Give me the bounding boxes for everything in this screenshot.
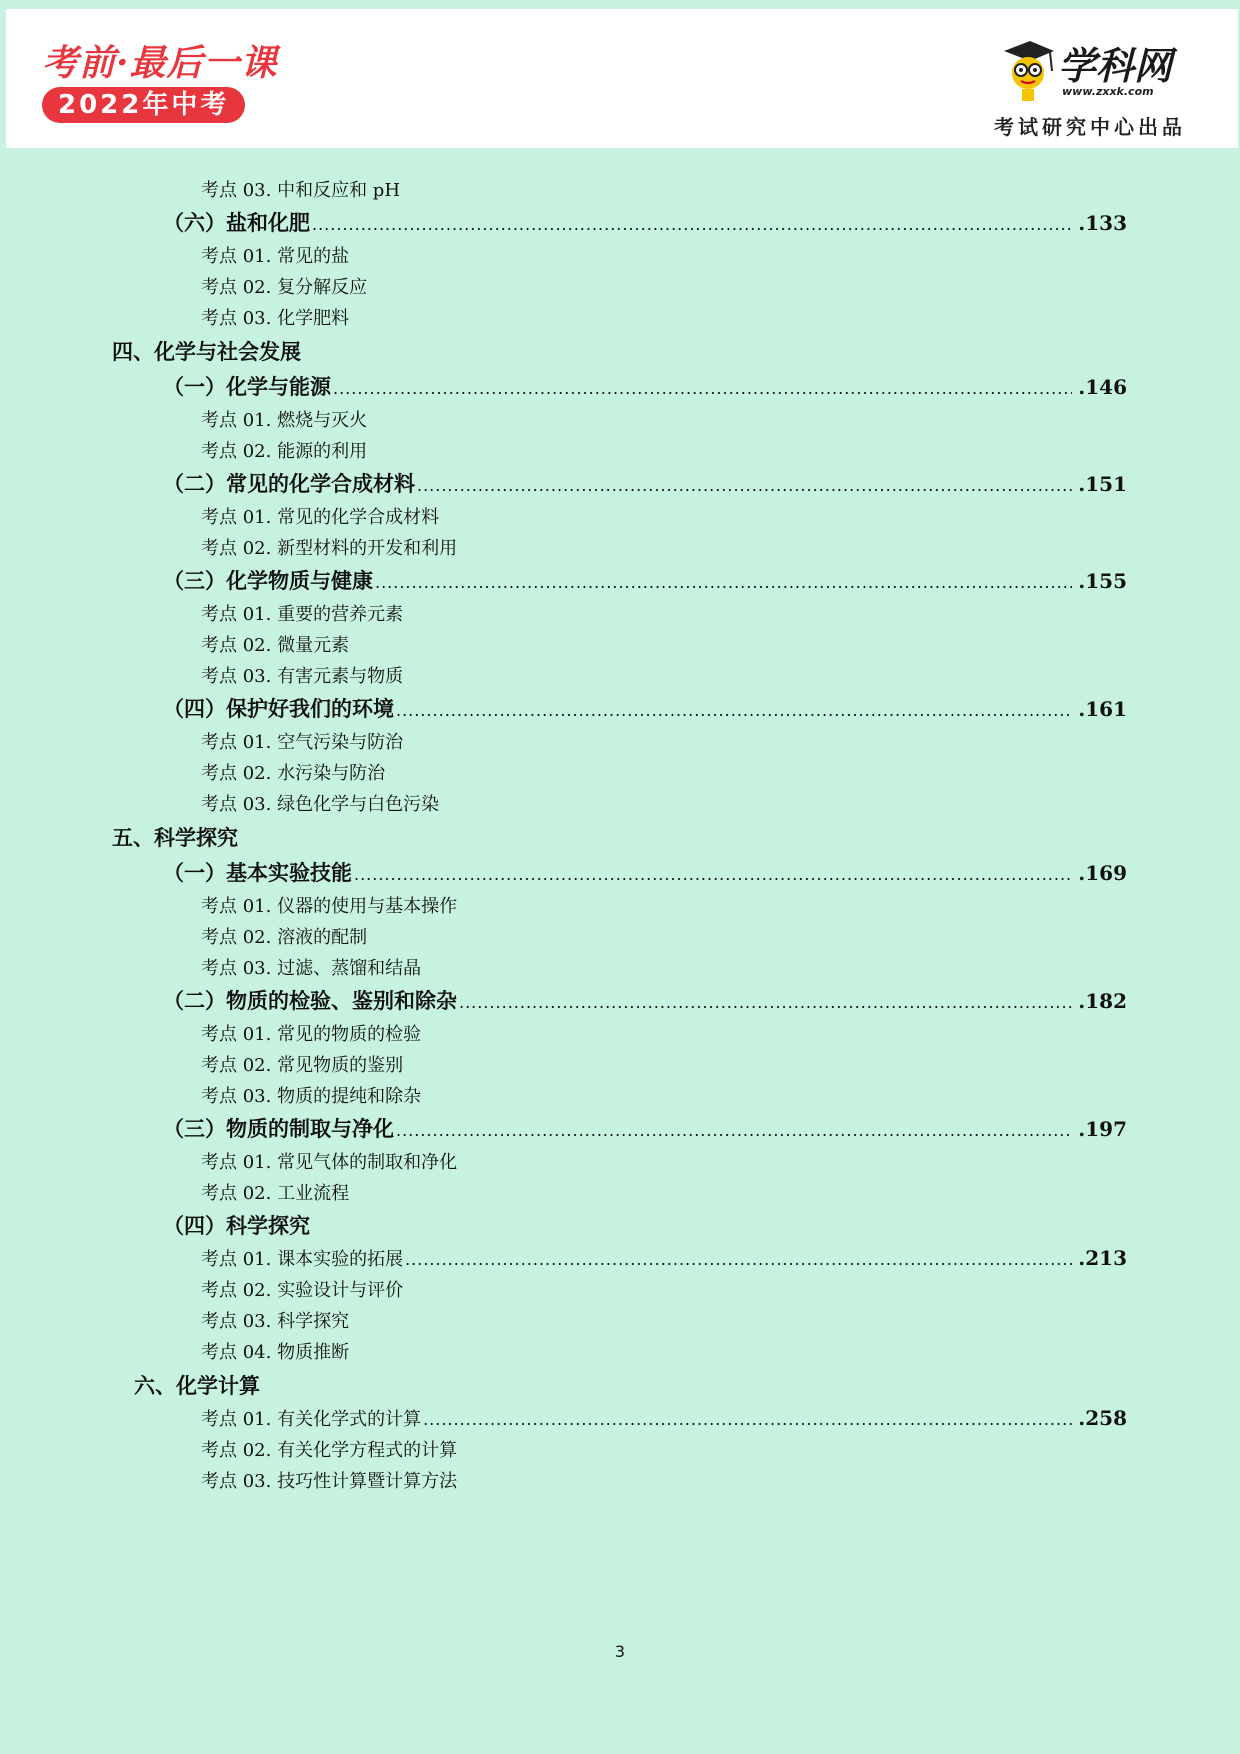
- toc-topic[interactable]: 考点 02. 能源的利用: [201, 441, 368, 462]
- toc-section[interactable]: [163, 371, 1127, 401]
- toc-page-number: .151: [1078, 472, 1127, 496]
- toc-page-number: .213: [1078, 1246, 1127, 1270]
- toc-page-number: .161: [1078, 697, 1127, 721]
- publisher-logo: [994, 31, 1200, 141]
- toc-topic[interactable]: [201, 1245, 1127, 1271]
- toc-topic-label: 考点 01. 课本实验的拓展: [201, 1249, 404, 1270]
- toc-topic[interactable]: 考点 01. 常见的物质的检验: [201, 1024, 422, 1045]
- brand-year-badge: 2022年中考: [42, 87, 245, 123]
- toc-topic[interactable]: 考点 03. 过滤、蒸馏和结晶: [201, 958, 422, 979]
- toc-topic[interactable]: 考点 01. 重要的营养元素: [201, 604, 404, 625]
- toc-topic[interactable]: 考点 02. 新型材料的开发和利用: [201, 538, 458, 559]
- toc-section-label: （三）物质的制取与净化: [163, 1117, 394, 1141]
- toc-topic[interactable]: 考点 01. 仪器的使用与基本操作: [201, 896, 458, 917]
- exam-brand: [42, 43, 282, 143]
- leader-dots: [423, 1410, 1072, 1429]
- leader-dots: [396, 701, 1072, 720]
- toc-section[interactable]: [163, 1210, 1127, 1240]
- toc-section-label: （一）基本实验技能: [163, 861, 352, 885]
- logo-subtitle: 考试研究中心出品: [994, 115, 1186, 139]
- toc-topic[interactable]: 考点 03. 有害元素与物质: [201, 666, 404, 687]
- toc-topic[interactable]: [201, 1405, 1127, 1431]
- toc-topic[interactable]: 考点 02. 水污染与防治: [201, 763, 386, 784]
- leader-dots: [312, 215, 1072, 234]
- toc-topic[interactable]: 考点 02. 常见物质的鉴别: [201, 1055, 404, 1076]
- leader-dots: [459, 993, 1072, 1012]
- toc-topic-label: 考点 01. 有关化学式的计算: [201, 1409, 422, 1430]
- toc-topic[interactable]: 考点 03. 化学肥料: [201, 308, 350, 329]
- toc-section[interactable]: [163, 693, 1127, 723]
- toc-topic[interactable]: 考点 01. 常见的盐: [201, 246, 350, 267]
- toc-page-number: .155: [1078, 569, 1127, 593]
- toc-topic[interactable]: 考点 02. 溶液的配制: [201, 927, 368, 948]
- leader-dots: [375, 573, 1072, 592]
- page-number: 3: [614, 1642, 626, 1661]
- leader-dots: [354, 865, 1072, 884]
- leader-dots: [396, 1121, 1072, 1140]
- toc-chapter[interactable]: 四、化学与社会发展: [112, 340, 301, 364]
- toc-topic[interactable]: 考点 03. 技巧性计算暨计算方法: [201, 1471, 458, 1492]
- toc-section-label: （一）化学与能源: [163, 375, 331, 399]
- toc-section[interactable]: [163, 468, 1127, 498]
- toc-topic[interactable]: 考点 03. 绿色化学与白色污染: [201, 794, 440, 815]
- toc-topic[interactable]: 考点 01. 燃烧与灭火: [201, 410, 368, 431]
- toc-section[interactable]: [163, 985, 1127, 1015]
- toc-topic[interactable]: 考点 03. 科学探究: [201, 1311, 350, 1332]
- toc-page-number: .146: [1078, 375, 1127, 399]
- toc-topic[interactable]: 考点 02. 微量元素: [201, 635, 350, 656]
- toc-page-number: .182: [1078, 989, 1127, 1013]
- toc-topic[interactable]: 考点 02. 复分解反应: [201, 277, 368, 298]
- leader-dots: [333, 379, 1072, 398]
- toc-section-label: （四）科学探究: [163, 1214, 310, 1238]
- toc-section-label: （四）保护好我们的环境: [163, 697, 394, 721]
- toc-section-label: （三）化学物质与健康: [163, 569, 373, 593]
- toc-page-number: .197: [1078, 1117, 1127, 1141]
- toc-section[interactable]: [163, 207, 1127, 237]
- toc-section[interactable]: [163, 1113, 1127, 1143]
- leader-dots: [405, 1250, 1072, 1269]
- toc-section-label: （二）常见的化学合成材料: [163, 472, 415, 496]
- toc-page-number: .258: [1078, 1406, 1127, 1430]
- toc-topic[interactable]: 考点 02. 实验设计与评价: [201, 1280, 404, 1301]
- toc-section[interactable]: [163, 857, 1127, 887]
- toc-section[interactable]: [163, 565, 1127, 595]
- logo-url: www.zxxk.com: [1062, 85, 1154, 98]
- toc-section-label: （六）盐和化肥: [163, 211, 310, 235]
- toc-page-number: .133: [1078, 211, 1127, 235]
- toc-page-number: .169: [1078, 861, 1127, 885]
- toc-topic[interactable]: 考点 01. 常见气体的制取和净化: [201, 1152, 458, 1173]
- toc-topic[interactable]: 考点 03. 中和反应和 pH: [201, 180, 401, 201]
- toc-topic[interactable]: 考点 04. 物质推断: [201, 1342, 350, 1363]
- toc-topic[interactable]: 考点 01. 空气污染与防治: [201, 732, 404, 753]
- toc-topic[interactable]: 考点 02. 工业流程: [201, 1183, 350, 1204]
- toc-topic[interactable]: 考点 02. 有关化学方程式的计算: [201, 1440, 458, 1461]
- toc-chapter[interactable]: 六、化学计算: [134, 1374, 260, 1398]
- leader-dots: [417, 476, 1072, 495]
- toc-topic[interactable]: 考点 03. 物质的提纯和除杂: [201, 1086, 422, 1107]
- toc-chapter[interactable]: 五、科学探究: [112, 826, 238, 850]
- graduate-mascot-icon: [1000, 37, 1056, 103]
- toc-section-label: （二）物质的检验、鉴别和除杂: [163, 989, 457, 1013]
- page-header: [6, 9, 1238, 148]
- toc-topic[interactable]: 考点 01. 常见的化学合成材料: [201, 507, 440, 528]
- logo-name: 学科网: [1058, 44, 1173, 88]
- brand-title: 考前·最后一课: [42, 42, 278, 84]
